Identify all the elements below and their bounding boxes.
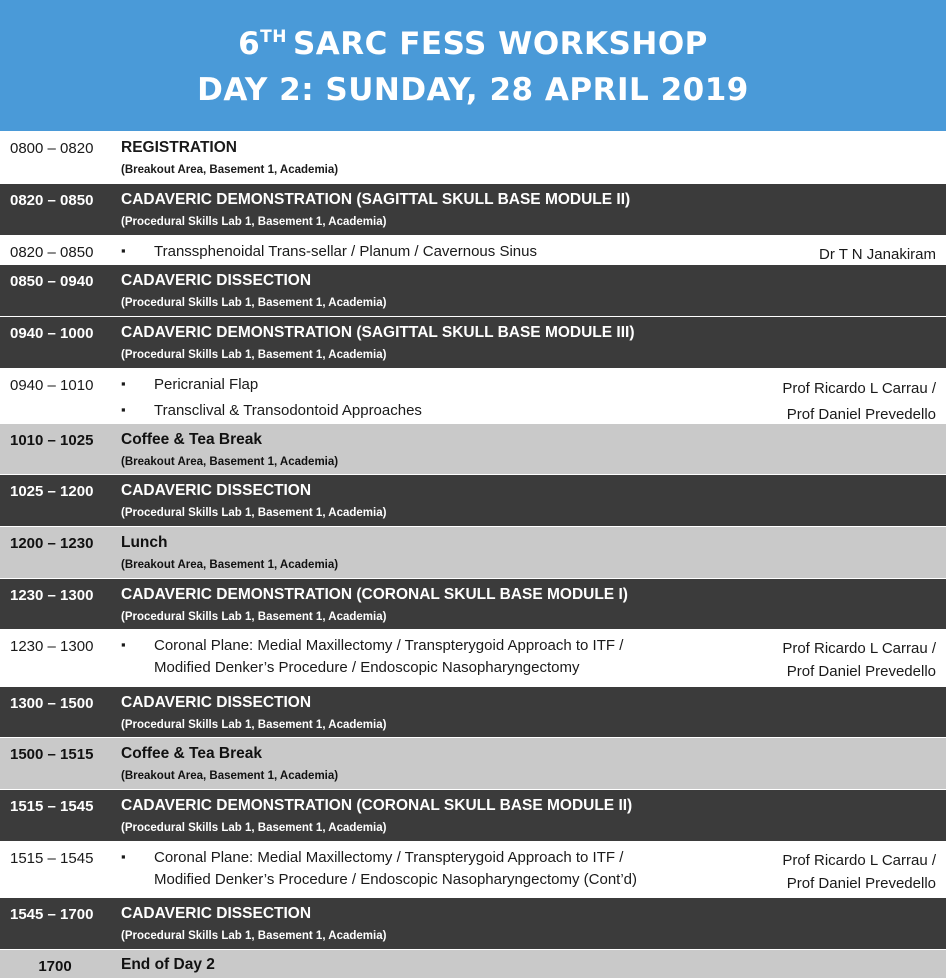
row-venue: (Breakout Area, Basement 1, Academia) xyxy=(121,559,339,571)
row-venue: (Procedural Skills Lab 1, Basement 1, Academia) xyxy=(121,349,387,361)
schedule-row-registration xyxy=(0,131,946,183)
row-title: CADAVERIC DEMONSTRATION (CORONAL SKULL BASE MODULE I) xyxy=(121,586,628,603)
speaker-names xyxy=(782,849,936,895)
row-title: REGISTRATION xyxy=(121,139,237,156)
schedule-row-demonstration xyxy=(0,316,946,368)
schedule-row-break xyxy=(0,737,946,789)
schedule-row-demonstration xyxy=(0,789,946,841)
session-item-text: Coronal Plane: Medial Maxillectomy / Transpterygoid Approach to ITF / xyxy=(154,849,624,866)
row-time: 0820 – 0850 xyxy=(10,192,94,209)
schedule-row-demonstration xyxy=(0,578,946,629)
row-venue: (Breakout Area, Basement 1, Academia) xyxy=(121,164,339,176)
day-title: DAY 2: SUNDAY, 28 APRIL 2019 xyxy=(197,72,749,108)
row-time: 1230 – 1300 xyxy=(10,638,94,655)
page-header xyxy=(0,0,946,131)
speaker-line: Prof Daniel Prevedello xyxy=(786,406,936,423)
schedule-row-session xyxy=(0,841,946,897)
schedule-row-dissection xyxy=(0,897,946,949)
row-venue: (Procedural Skills Lab 1, Basement 1, Academia) xyxy=(121,822,387,834)
bullet-icon: ▪ xyxy=(121,849,126,864)
row-venue: (Breakout Area, Basement 1, Academia) xyxy=(121,456,339,468)
session-item-text: Pericranial Flap xyxy=(154,376,259,393)
session-item-text: Transclival & Transodontoid Approaches xyxy=(154,402,422,419)
bullet-icon: ▪ xyxy=(121,637,126,652)
schedule-row-dissection xyxy=(0,474,946,526)
row-time: 1300 – 1500 xyxy=(10,695,94,712)
row-time: 1515 – 1545 xyxy=(10,798,94,815)
workshop-name: SARC FESS WORKSHOP xyxy=(292,26,708,62)
bullet-icon: ▪ xyxy=(121,376,126,391)
row-venue: (Procedural Skills Lab 1, Basement 1, Academia) xyxy=(121,719,387,731)
row-time: 0820 – 0850 xyxy=(10,244,94,261)
row-title: CADAVERIC DEMONSTRATION (SAGITTAL SKULL BASE MODULE II) xyxy=(121,191,631,208)
speaker-names xyxy=(782,376,936,428)
row-title: CADAVERIC DEMONSTRATION (CORONAL SKULL BASE MODULE II) xyxy=(121,797,633,814)
workshop-number: 6 xyxy=(238,26,261,62)
row-title: Coffee & Tea Break xyxy=(121,431,262,448)
schedule-row-lunch xyxy=(0,526,946,578)
session-item-text: Transsphenoidal Trans-sellar / Planum / Cavernous Sinus xyxy=(154,243,537,260)
row-time: 1200 – 1230 xyxy=(10,535,94,552)
row-time: 1230 – 1300 xyxy=(10,587,94,604)
row-title: Coffee & Tea Break xyxy=(121,745,262,762)
row-title: CADAVERIC DISSECTION xyxy=(121,482,312,499)
session-item-text: Modified Denker’s Procedure / Endoscopic Nasopharyngectomy xyxy=(154,659,580,676)
session-item-text: Modified Denker’s Procedure / Endoscopic Nasopharyngectomy (Cont’d) xyxy=(154,871,638,888)
row-title: CADAVERIC DISSECTION xyxy=(121,272,312,289)
schedule-row-demonstration xyxy=(0,183,946,235)
speaker-line: Prof Ricardo L Carrau / xyxy=(782,852,936,869)
row-venue: (Breakout Area, Basement 1, Academia) xyxy=(121,770,339,782)
row-time: 1010 – 1025 xyxy=(10,432,94,449)
row-time: 1545 – 1700 xyxy=(10,906,94,923)
schedule-row-break xyxy=(0,423,946,474)
schedule-row-session xyxy=(0,368,946,423)
row-time: 1700 xyxy=(38,958,72,975)
row-time: 0940 – 1010 xyxy=(10,377,94,394)
row-time: 1515 – 1545 xyxy=(10,850,94,867)
row-venue: (Procedural Skills Lab 1, Basement 1, Academia) xyxy=(121,297,387,309)
row-venue: (Procedural Skills Lab 1, Basement 1, Academia) xyxy=(121,930,387,942)
schedule-row-session xyxy=(0,629,946,686)
row-venue: (Procedural Skills Lab 1, Basement 1, Academia) xyxy=(121,507,387,519)
schedule-row-end xyxy=(0,949,946,978)
session-item-text: Coronal Plane: Medial Maxillectomy / Transpterygoid Approach to ITF / xyxy=(154,637,624,654)
workshop-ordinal-suffix: TH xyxy=(260,27,287,47)
bullet-icon: ▪ xyxy=(121,402,126,417)
speaker-line: Prof Daniel Prevedello xyxy=(786,875,936,892)
speaker-names xyxy=(782,637,936,683)
row-title: End of Day 2 xyxy=(121,956,215,973)
row-time: 1025 – 1200 xyxy=(10,483,94,500)
row-title: Lunch xyxy=(121,534,168,551)
row-venue: (Procedural Skills Lab 1, Basement 1, Academia) xyxy=(121,216,387,228)
row-time: 0850 – 0940 xyxy=(10,273,94,290)
row-title: CADAVERIC DISSECTION xyxy=(121,694,312,711)
bullet-icon: ▪ xyxy=(121,243,126,258)
row-venue: (Procedural Skills Lab 1, Basement 1, Academia) xyxy=(121,611,387,623)
row-time: 0940 – 1000 xyxy=(10,325,94,342)
row-title: CADAVERIC DISSECTION xyxy=(121,905,312,922)
schedule-row-dissection xyxy=(0,686,946,737)
schedule-row-session xyxy=(0,235,946,264)
workshop-title xyxy=(0,26,946,62)
row-time: 1500 – 1515 xyxy=(10,746,94,763)
speaker-line: Prof Ricardo L Carrau / xyxy=(782,640,936,657)
speaker-line: Prof Daniel Prevedello xyxy=(786,663,936,680)
row-time: 0800 – 0820 xyxy=(10,140,94,157)
speaker-line: Dr T N Janakiram xyxy=(819,246,936,263)
speaker-line: Prof Ricardo L Carrau / xyxy=(782,380,936,397)
schedule-row-dissection xyxy=(0,264,946,316)
row-title: CADAVERIC DEMONSTRATION (SAGITTAL SKULL BASE MODULE III) xyxy=(121,324,635,341)
speaker-names xyxy=(819,243,936,266)
